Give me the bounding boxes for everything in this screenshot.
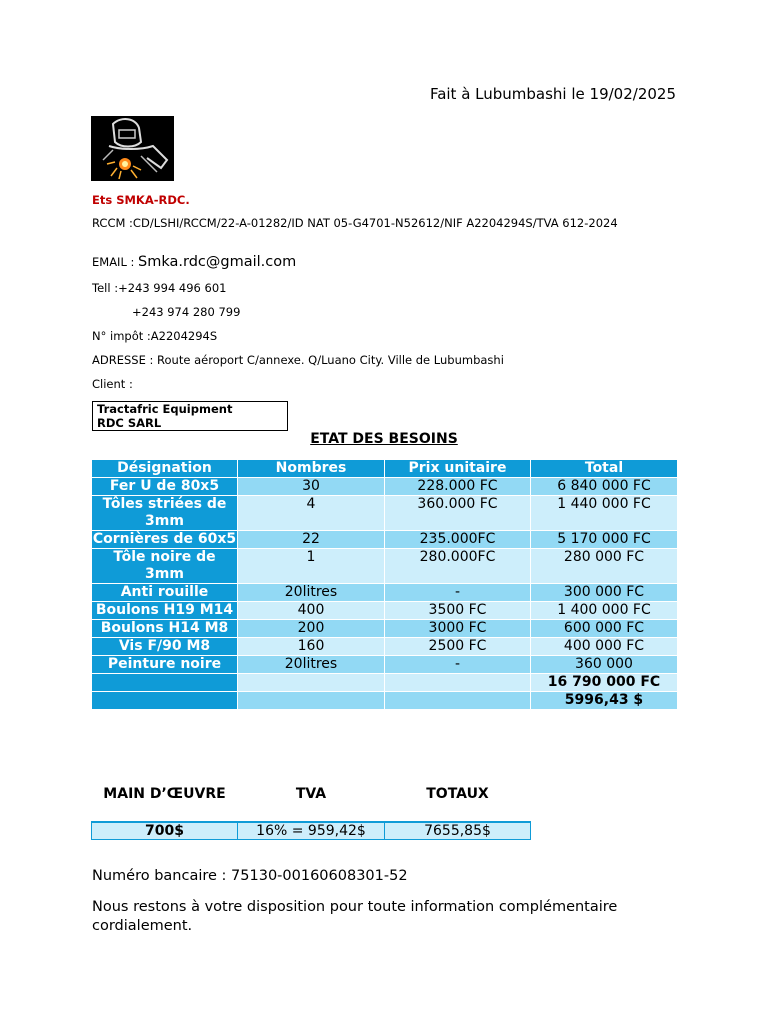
- empty-cell: [238, 674, 385, 692]
- designation-cell: Peinture noire: [92, 656, 238, 674]
- client-box: [92, 401, 288, 431]
- summary-values-row: [92, 822, 531, 840]
- labor-value: 700$: [92, 822, 238, 840]
- total-fc-row: [92, 674, 678, 692]
- total-cell: 300 000 FC: [531, 584, 678, 602]
- quantity-cell: 400: [238, 602, 385, 620]
- total-cell: 600 000 FC: [531, 620, 678, 638]
- total-cell: 5 170 000 FC: [531, 531, 678, 549]
- quantity-cell: 20litres: [238, 656, 385, 674]
- total-cell: 400 000 FC: [531, 638, 678, 656]
- quantity-cell: 20litres: [238, 584, 385, 602]
- client-name-line-1: Tractafric Equipment: [97, 402, 233, 416]
- summary-header-row: [92, 786, 531, 822]
- table-row: [92, 478, 678, 496]
- unit-price-cell: 2500 FC: [385, 638, 531, 656]
- unit-price-cell: -: [385, 656, 531, 674]
- company-name: Ets SMKA-RDC.: [92, 193, 190, 207]
- total-usd-row: [92, 692, 678, 710]
- table-header-row: [92, 460, 678, 478]
- needs-table: [91, 459, 678, 710]
- rccm-line: RCCM :CD/LSHI/RCCM/22-A-01282/ID NAT 05-G4701-N52612/NIF A2204294S/TVA 612-2024: [92, 216, 618, 230]
- unit-price-cell: 280.000FC: [385, 549, 531, 584]
- designation-cell: Boulons H14 M8: [92, 620, 238, 638]
- email-value[interactable]: Smka.rdc@gmail.com: [138, 254, 297, 270]
- unit-price-cell: 360.000 FC: [385, 496, 531, 531]
- quantity-cell: 1: [238, 549, 385, 584]
- totals-value: 7655,85$: [385, 822, 531, 840]
- designation-cell: [92, 692, 238, 710]
- quantity-cell: 30: [238, 478, 385, 496]
- bank-number: Numéro bancaire : 75130-00160608301-52: [92, 868, 408, 884]
- unit-price-cell: 228.000 FC: [385, 478, 531, 496]
- total-cell: 6 840 000 FC: [531, 478, 678, 496]
- table-row: [92, 531, 678, 549]
- total-cell: 1 400 000 FC: [531, 602, 678, 620]
- phone-line-1: Tell :+243 994 496 601: [92, 281, 227, 295]
- quantity-cell: 4: [238, 496, 385, 531]
- total-cell: 1 440 000 FC: [531, 496, 678, 531]
- total-cell: 280 000 FC: [531, 549, 678, 584]
- address-line: ADRESSE : Route aéroport C/annexe. Q/Luano City. Ville de Lubumbashi: [92, 353, 504, 367]
- table-row: [92, 602, 678, 620]
- table-row: [92, 638, 678, 656]
- labor-header: MAIN D’ŒUVRE: [103, 786, 226, 802]
- table-row: [92, 656, 678, 674]
- table-row: [92, 496, 678, 531]
- designation-cell: Cornières de 60x5: [92, 531, 237, 547]
- table-row: [92, 620, 678, 638]
- column-header: Prix unitaire: [385, 460, 531, 478]
- column-header: Désignation: [92, 460, 238, 478]
- email-label: EMAIL :: [92, 255, 139, 269]
- summary-table: [91, 786, 531, 840]
- unit-price-cell: 235.000FC: [385, 531, 531, 549]
- tax-number-line: N° impôt :A2204294S: [92, 329, 218, 343]
- designation-cell: Tôles striées de 3mm: [92, 496, 238, 531]
- date-line: Fait à Lubumbashi le 19/02/2025: [429, 85, 676, 103]
- document-title: ETAT DES BESOINS: [310, 431, 458, 447]
- empty-cell: [385, 674, 531, 692]
- tva-value: 16% = 959,42$: [238, 822, 385, 840]
- unit-price-cell: -: [385, 584, 531, 602]
- column-header: Total: [531, 460, 678, 478]
- grand-total-usd: 5996,43 $: [531, 692, 678, 710]
- welder-logo-icon: [91, 116, 174, 181]
- column-header: Nombres: [238, 460, 385, 478]
- tva-header: TVA: [295, 786, 327, 802]
- designation-cell: Tôle noire de 3mm: [92, 549, 238, 584]
- designation-cell: Fer U de 80x5: [92, 478, 238, 496]
- total-cell: 360 000: [531, 656, 678, 674]
- table-row: [92, 584, 678, 602]
- company-logo: [91, 116, 174, 181]
- client-label: Client :: [92, 377, 133, 391]
- unit-price-cell: 3000 FC: [385, 620, 531, 638]
- unit-price-cell: 3500 FC: [385, 602, 531, 620]
- quantity-cell: 200: [238, 620, 385, 638]
- empty-cell: [238, 692, 385, 710]
- totals-header: TOTAUX: [426, 786, 489, 802]
- table-row: [92, 549, 678, 584]
- closing-text: Nous restons à votre disposition pour toute information complémentaire cordialement.: [92, 899, 618, 934]
- phone-line-2: +243 974 280 799: [132, 305, 241, 319]
- designation-cell: Anti rouille: [92, 584, 238, 602]
- designation-cell: [92, 674, 238, 692]
- empty-cell: [385, 692, 531, 710]
- email-line: [92, 255, 296, 270]
- designation-cell: Boulons H19 M14: [92, 602, 238, 620]
- grand-total-fc: 16 790 000 FC: [531, 674, 678, 692]
- designation-cell: Vis F/90 M8: [92, 638, 238, 656]
- quantity-cell: 160: [238, 638, 385, 656]
- quantity-cell: 22: [238, 531, 385, 549]
- client-name-line-2: RDC SARL: [97, 416, 162, 430]
